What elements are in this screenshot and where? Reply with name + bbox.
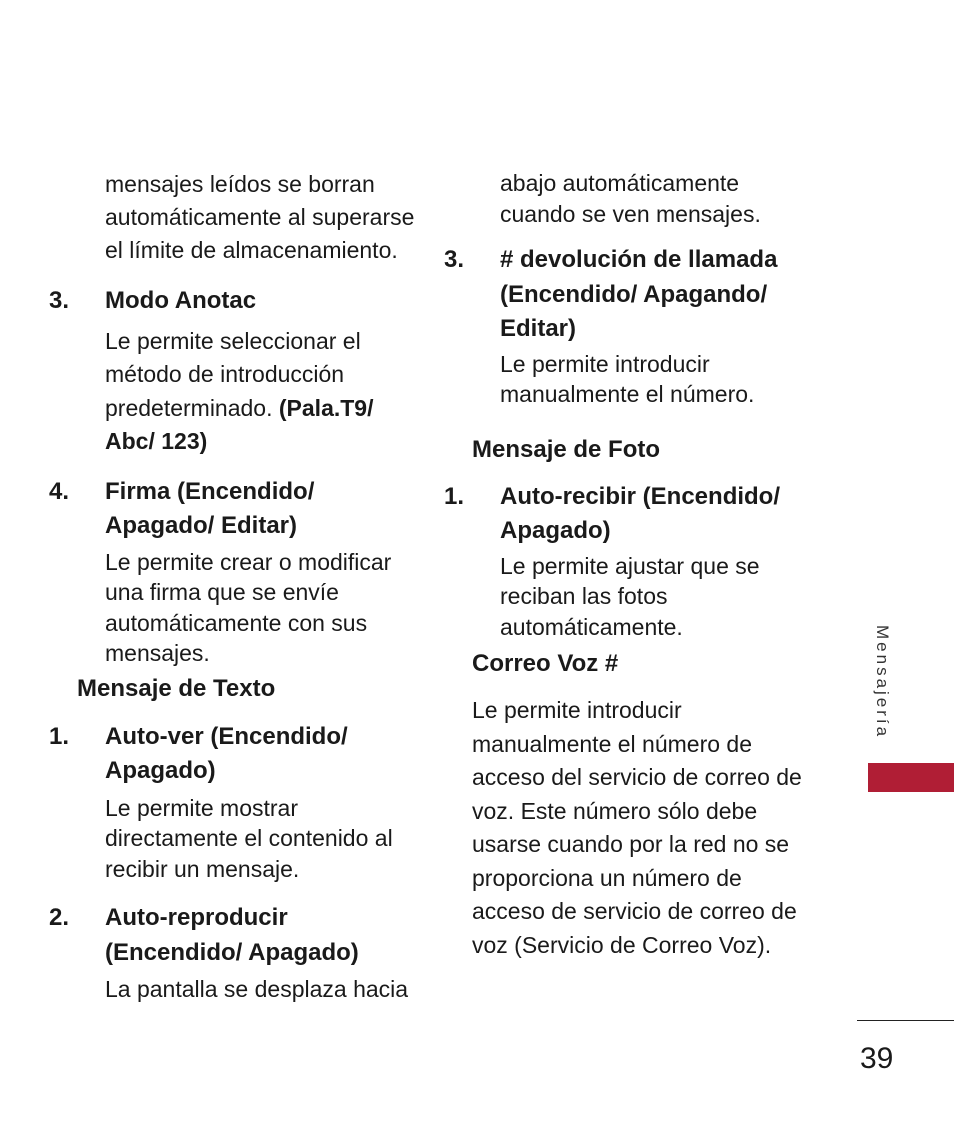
heading-number: 1. xyxy=(49,722,70,750)
heading-number: 3. xyxy=(444,246,465,273)
right-column xyxy=(444,168,817,962)
paragraph-continued: mensajes leídos se borran automáticamente al superarse el límite de almacenamiento. xyxy=(105,171,415,263)
paragraph-devolucion: Le permite introducir manualmente el número. xyxy=(500,350,755,407)
section-mensaje-de-foto: Mensaje de Foto xyxy=(472,435,661,463)
section-correo-voz: Correo Voz # xyxy=(472,650,619,677)
page-number: 39 xyxy=(860,1042,894,1075)
heading-text: Auto-recibir (Encendido/ Apagado) xyxy=(500,482,781,544)
heading-text: Modo Anotac xyxy=(105,287,257,314)
heading-auto-ver xyxy=(49,720,427,789)
paragraph-auto-reproducir: La pantalla se desplaza hacia xyxy=(105,976,409,1002)
heading-auto-recibir xyxy=(444,480,817,549)
heading-firma xyxy=(49,475,427,544)
heading-number: 3. xyxy=(49,287,70,314)
heading-auto-reproducir xyxy=(49,901,427,970)
paragraph-continued: abajo automáticamente cuando se ven mensajes. xyxy=(500,170,761,227)
heading-text: Auto-ver (Encendido/ Apagado) xyxy=(105,722,348,784)
heading-modo-anotac xyxy=(49,284,427,319)
heading-devolucion-de-llamada xyxy=(444,243,817,347)
footer-divider xyxy=(857,1020,954,1021)
heading-number: 2. xyxy=(49,904,70,931)
left-column xyxy=(49,168,427,1005)
paragraph-auto-ver: Le permite mostrar directamente el contenido al recibir un mensaje. xyxy=(105,794,393,882)
options-text: (Pala.T9/ Abc/ 123) xyxy=(105,394,374,454)
heading-number: 4. xyxy=(49,477,70,505)
paragraph-modo-anotac xyxy=(105,325,427,459)
section-mensaje-de-texto: Mensaje de Texto xyxy=(77,674,276,702)
paragraph-auto-recibir: Le permite ajustar que se reciban las fotos automáticamente. xyxy=(500,552,760,640)
heading-text: # devolución de llamada (Encendido/ Apagando/ Editar) xyxy=(500,246,778,342)
section-tab-marker xyxy=(868,763,954,792)
heading-number: 1. xyxy=(444,482,465,510)
heading-text: Firma (Encendido/ Apagado/ Editar) xyxy=(105,477,315,539)
paragraph-text: Le permite seleccionar el método de introducción predeterminado. xyxy=(105,327,361,421)
paragraph-correo-voz: Le permite introducir manualmente el número de acceso del servicio de correo de voz. Este número sólo debe usarse cuando por la red no se proporciona un número de acceso de servicio de correo de voz (Servicio de Correo Voz). xyxy=(472,697,802,958)
section-side-label: Mensajería xyxy=(873,625,892,740)
paragraph-firma: Le permite crear o modificar una firma que se envíe automáticamente con sus mensajes. xyxy=(105,548,392,666)
heading-text: Auto-reproducir (Encendido/ Apagado) xyxy=(105,904,359,966)
